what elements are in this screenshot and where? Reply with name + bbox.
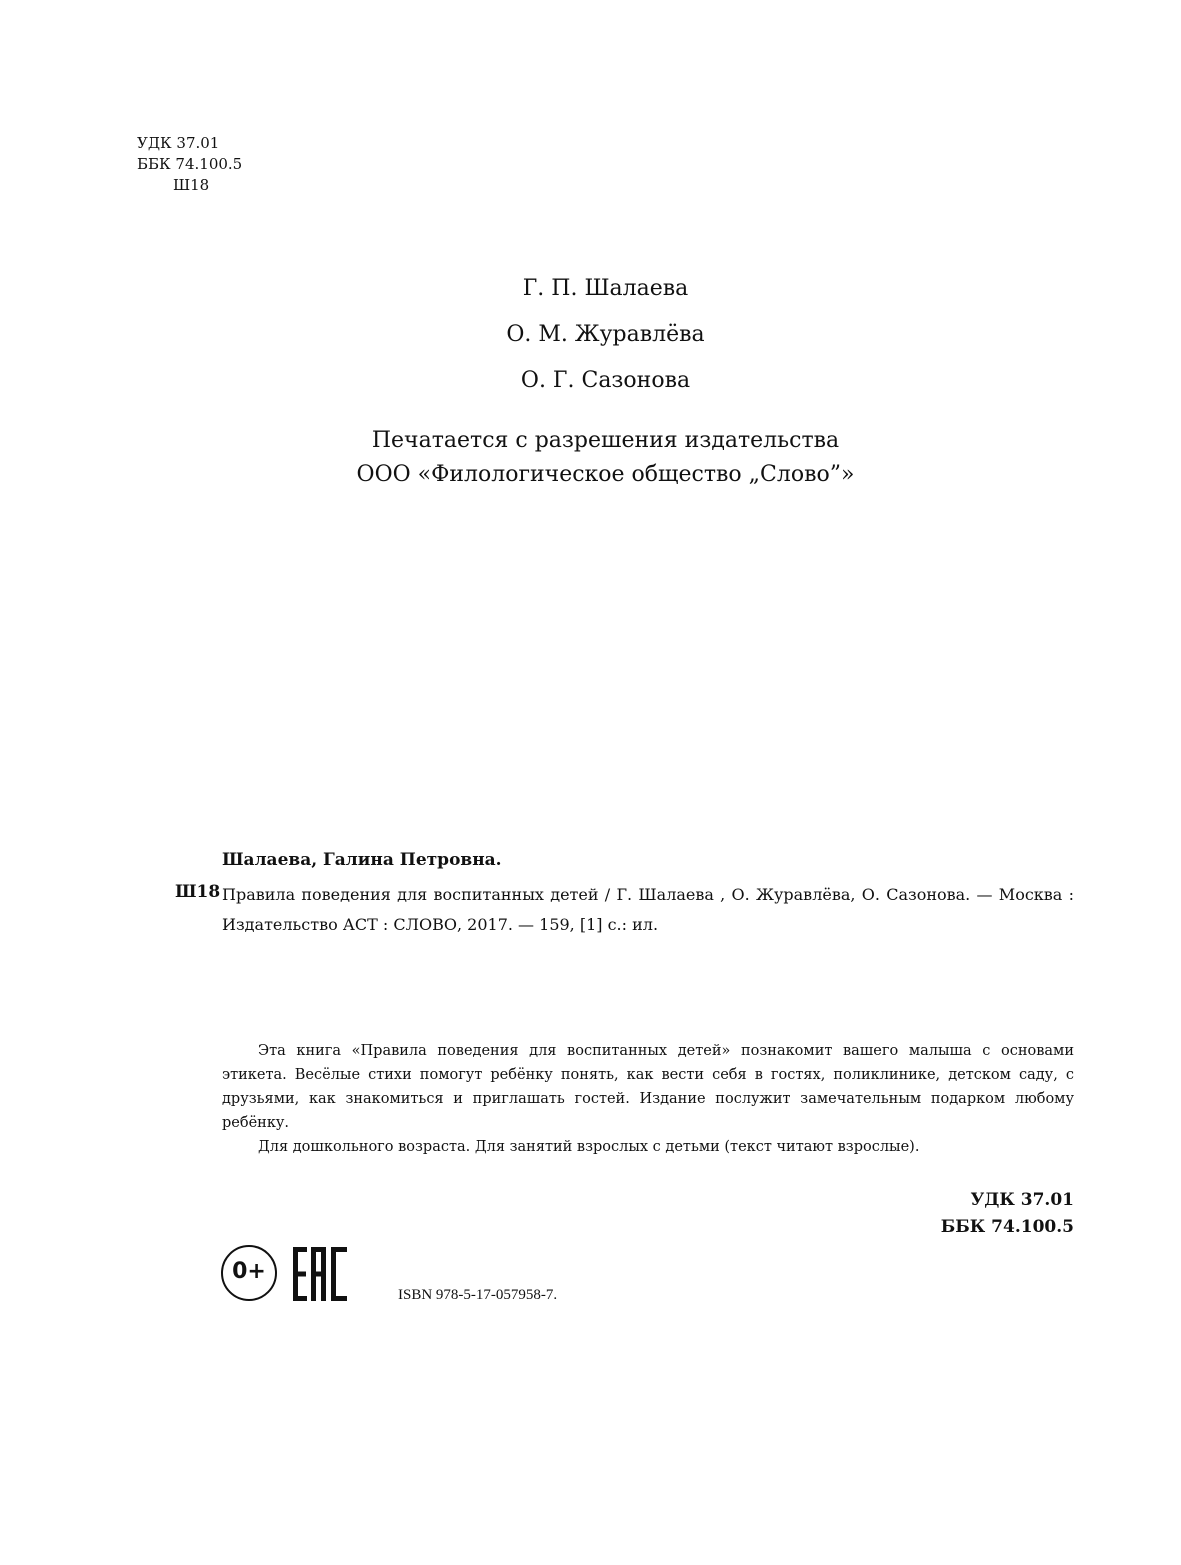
classification-block-top: [137, 133, 242, 196]
author-name: О. Г. Сазонова: [520, 368, 691, 393]
udk-code: УДК 37.01: [970, 1190, 1074, 1210]
author-name: О. М. Журавлёва: [506, 322, 705, 347]
bbk-code: ББК 74.100.5: [137, 155, 243, 173]
card-bibliographic-description: Правила поведения для воспитанных детей / Г. Шалаева , О. Журавлёва, О. Сазонова. — Москва : Издательство АСТ : СЛОВО, 2017. — 159, [1] с.: ил.: [222, 885, 1074, 934]
annotation: [222, 1039, 1074, 1159]
bbk-code: ББК 74.100.5: [940, 1217, 1074, 1237]
permission-line: Печатается с разрешения издательства: [371, 428, 840, 453]
authors-list: [0, 266, 1181, 404]
publisher-permission: [0, 424, 1181, 492]
udk-code: УДК 37.01: [137, 134, 220, 152]
classification-block-bottom: [941, 1187, 1074, 1241]
card-author-heading: Шалаева, Галина Петровна.: [222, 850, 502, 870]
age-rating-badge: 0+: [221, 1245, 277, 1301]
author-name: Г. П. Шалаева: [522, 276, 689, 301]
annotation-paragraph: Эта книга «Правила поведения для воспитанных детей» познакомит вашего малыша с основами этикета. Весёлые стихи помогут ребёнку понять, как вести себя в гостях, поликлинике, детском саду, с друзьями, как знакомиться и приглашать гостей. Издание послужит замечательным подарком любому ребёнку.: [222, 1043, 1074, 1131]
annotation-paragraph: Для дошкольного возраста. Для занятий взрослых с детьми (текст читают взрослые).: [258, 1139, 920, 1155]
isbn-number: ISBN 978-5-17-057958-7.: [398, 1287, 558, 1303]
author-sign: Ш18: [173, 176, 210, 194]
card-author-sign: Ш18: [175, 882, 221, 902]
permission-line: ООО «Филологическое общество „Слово”»: [356, 462, 855, 487]
eac-mark-icon: [291, 1245, 349, 1303]
